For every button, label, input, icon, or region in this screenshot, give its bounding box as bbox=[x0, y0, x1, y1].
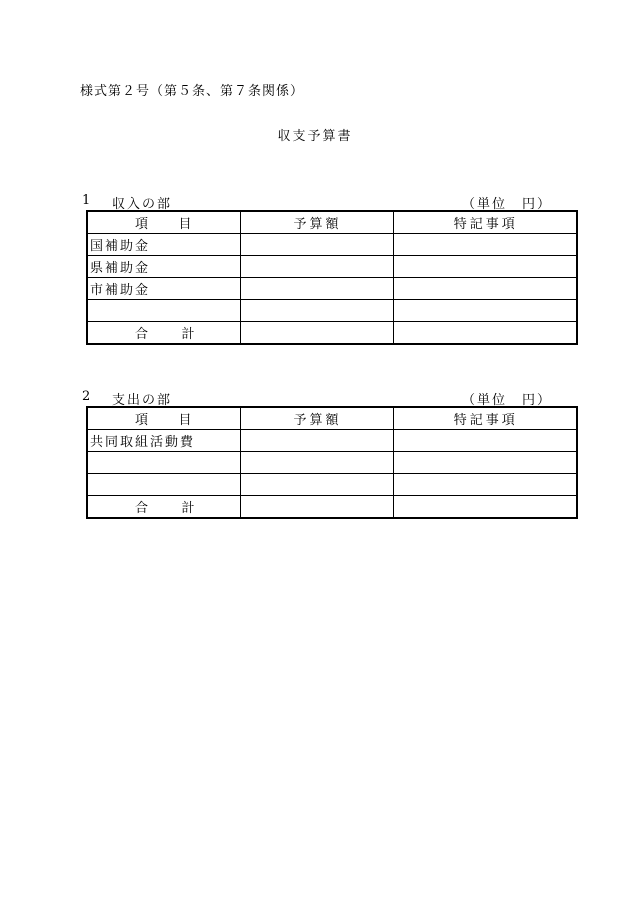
expense-budget-cell[interactable] bbox=[240, 430, 393, 452]
income-notes-cell[interactable] bbox=[393, 278, 577, 300]
income-budget-cell[interactable] bbox=[240, 256, 393, 278]
income-total-label-b: 計 bbox=[181, 327, 195, 342]
income-item-cell[interactable]: 国補助金 bbox=[87, 234, 240, 256]
expense-total-notes[interactable] bbox=[393, 496, 577, 519]
expense-total-budget[interactable] bbox=[240, 496, 393, 519]
table-row bbox=[87, 256, 577, 278]
income-notes-cell[interactable] bbox=[393, 256, 577, 278]
income-notes-cell[interactable] bbox=[393, 234, 577, 256]
expense-header-row bbox=[87, 407, 577, 430]
expense-item-cell[interactable]: 共同取組活動費 bbox=[87, 430, 240, 452]
expense-table bbox=[86, 406, 578, 519]
expense-section-header bbox=[82, 389, 552, 407]
income-total-notes[interactable] bbox=[393, 322, 577, 345]
income-header-item-a: 項 bbox=[135, 217, 152, 232]
income-notes-cell[interactable] bbox=[393, 300, 577, 322]
expense-header-item-a: 項 bbox=[135, 413, 152, 428]
income-item-cell[interactable]: 県補助金 bbox=[87, 256, 240, 278]
expense-header-item bbox=[87, 407, 240, 430]
table-row bbox=[87, 234, 577, 256]
expense-header-item-b: 目 bbox=[178, 413, 195, 428]
income-item-cell[interactable] bbox=[87, 300, 240, 322]
income-total-budget[interactable] bbox=[240, 322, 393, 345]
income-budget-cell[interactable] bbox=[240, 278, 393, 300]
income-header-item bbox=[87, 211, 240, 234]
expense-total-label bbox=[87, 496, 240, 519]
table-row bbox=[87, 278, 577, 300]
table-row bbox=[87, 474, 577, 496]
expense-total-label-b: 計 bbox=[181, 501, 195, 516]
income-section-number: 1 bbox=[82, 193, 91, 208]
expense-budget-cell[interactable] bbox=[240, 474, 393, 496]
income-total-label-a: 合 bbox=[135, 327, 149, 342]
table-row bbox=[87, 430, 577, 452]
expense-header-budget: 予算額 bbox=[240, 407, 393, 430]
income-budget-cell[interactable] bbox=[240, 234, 393, 256]
income-unit-label: （単位 円） bbox=[461, 197, 552, 212]
expense-item-cell[interactable] bbox=[87, 452, 240, 474]
income-header-row bbox=[87, 211, 577, 234]
income-section-heading: 収入の部 bbox=[112, 197, 173, 212]
income-budget-cell[interactable] bbox=[240, 300, 393, 322]
document-title: 収支予算書 bbox=[277, 129, 353, 144]
income-item-cell[interactable]: 市補助金 bbox=[87, 278, 240, 300]
income-header-item-b: 目 bbox=[178, 217, 195, 232]
expense-total-label-a: 合 bbox=[135, 501, 149, 516]
expense-section-number: 2 bbox=[82, 389, 91, 404]
expense-budget-cell[interactable] bbox=[240, 452, 393, 474]
income-header-budget: 予算額 bbox=[240, 211, 393, 234]
income-total-label bbox=[87, 322, 240, 345]
expense-unit-label: （単位 円） bbox=[461, 393, 552, 408]
expense-notes-cell[interactable] bbox=[393, 452, 577, 474]
income-section-header bbox=[82, 193, 552, 211]
expense-item-cell[interactable] bbox=[87, 474, 240, 496]
income-total-row bbox=[87, 322, 577, 345]
expense-notes-cell[interactable] bbox=[393, 474, 577, 496]
expense-notes-cell[interactable] bbox=[393, 430, 577, 452]
expense-total-row bbox=[87, 496, 577, 519]
table-row bbox=[87, 452, 577, 474]
income-table bbox=[86, 210, 578, 345]
expense-header-notes: 特記事項 bbox=[393, 407, 577, 430]
income-header-notes: 特記事項 bbox=[393, 211, 577, 234]
form-number: 様式第２号（第５条、第７条関係） bbox=[80, 84, 305, 99]
expense-section-heading: 支出の部 bbox=[112, 393, 173, 408]
table-row bbox=[87, 300, 577, 322]
